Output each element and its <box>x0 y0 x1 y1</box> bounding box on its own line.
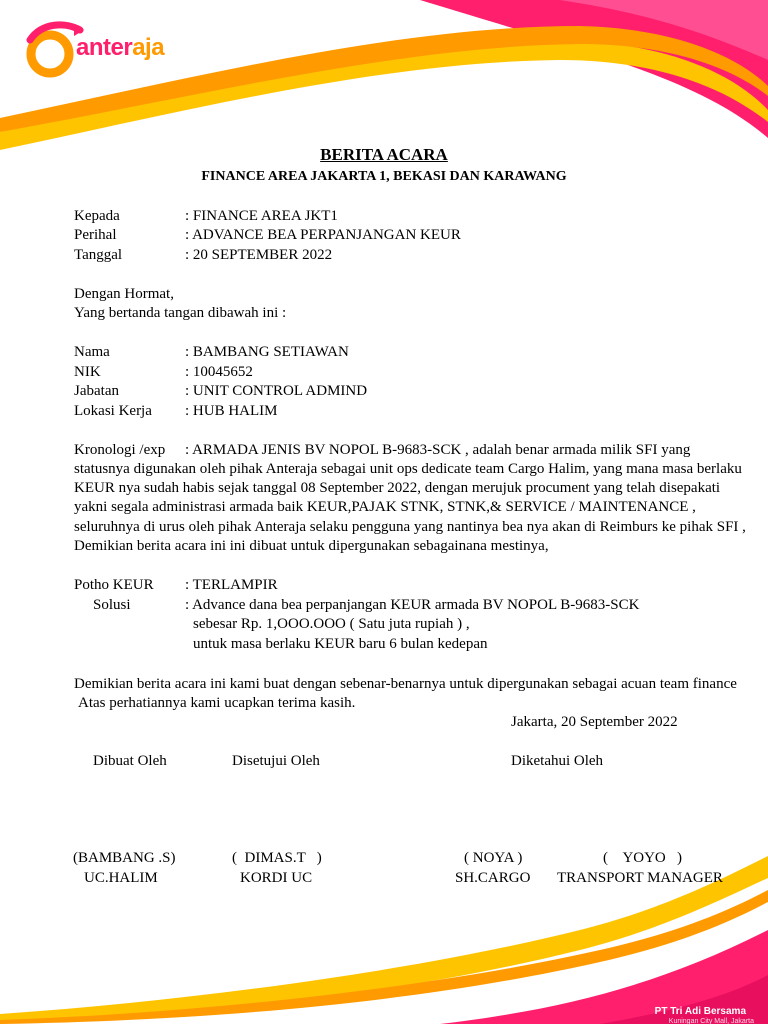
identity-value-jabatan: : UNIT CONTROL ADMIND <box>185 383 368 399</box>
signer-role-sh-cargo: SH.CARGO <box>455 870 531 886</box>
solusi-label: Solusi <box>93 597 131 613</box>
header-label-kepada: Kepada <box>74 208 120 224</box>
footer-company-address: Kuningan City Mall, Jakarta <box>668 1018 754 1025</box>
document-title: BERITA ACARA <box>320 145 448 164</box>
solusi-line-2: sebesar Rp. 1,OOO.OOO ( Satu juta rupiah ) , <box>193 616 470 632</box>
closing-line-2: Atas perhatiannya kami ucapkan terima kasih. <box>78 695 356 711</box>
solusi-line-3: untuk masa berlaku KEUR baru 6 bulan kedepan <box>193 636 488 652</box>
identity-label-lokasi: Lokasi Kerja <box>74 403 152 419</box>
document-subtitle: FINANCE AREA JAKARTA 1, BEKASI DAN KARAWANG <box>201 169 567 184</box>
solusi-line-1: : Advance dana bea perpanjangan KEUR armada BV NOPOL B-9683-SCK <box>185 597 640 613</box>
place-date: Jakarta, 20 September 2022 <box>511 714 678 730</box>
greeting: Dengan Hormat, <box>74 286 174 302</box>
photo-label: Potho KEUR <box>74 577 154 593</box>
identity-value-lokasi: : HUB HALIM <box>185 403 278 419</box>
signer-name-noya: ( NOYA ) <box>464 850 523 866</box>
header-value-kepada: : FINANCE AREA JKT1 <box>185 208 338 224</box>
identity-label-jabatan: Jabatan <box>74 383 119 399</box>
kronologi-line-5: seluruhnya di urus oleh pihak Anteraja selaku pengguna yang nantinya bea nya akan di Reimburs ke pihak SFI , <box>74 519 746 535</box>
signer-name-dimas: ( DIMAS.T ) <box>232 850 322 866</box>
kronologi-line-3: KEUR nya sudah habis sejak tanggal 08 September 2022, dengan merujuk procument yang telah disepakati <box>74 480 721 496</box>
header-label-tanggal: Tanggal <box>74 247 123 263</box>
closing-line-1: Demikian berita acara ini kami buat dengan sebenar-benarnya untuk dipergunakan sebagai acuan team finance <box>74 676 737 692</box>
sign-header-acknowledged-by: Diketahui Oleh <box>511 753 604 769</box>
kronologi-line-6: Demikian berita acara ini ini dibuat untuk dipergunakan sebagainana mestinya, <box>74 538 549 554</box>
footer-company: PT Tri Adi Bersama <box>654 1006 746 1017</box>
kronologi-line-1: : ARMADA JENIS BV NOPOL B-9683-SCK , adalah benar armada milik SFI yang <box>185 442 691 458</box>
kronologi-line-2: statusnya digunakan oleh pihak Anteraja sebagai unit ops dedicate team Cargo Halim, yang mana masa berlaku <box>74 461 742 477</box>
identity-value-nama: : BAMBANG SETIAWAN <box>185 344 349 360</box>
anteraja-logo-text: anteraja <box>76 34 165 61</box>
signer-role-uc-halim: UC.HALIM <box>84 870 158 886</box>
signer-name-bambang: (BAMBANG .S) <box>73 850 176 866</box>
header-label-perihal: Perihal <box>74 227 117 243</box>
identity-label-nik: NIK <box>74 364 101 380</box>
identity-label-nama: Nama <box>74 344 110 360</box>
signer-name-yoyo: ( YOYO ) <box>603 850 683 866</box>
header-value-perihal: : ADVANCE BEA PERPANJANGAN KEUR <box>185 227 461 243</box>
sign-header-made-by: Dibuat Oleh <box>93 753 167 769</box>
intro-line: Yang bertanda tangan dibawah ini : <box>74 305 287 321</box>
kronologi-line-4: yakni segala administrasi armada baik KEUR,PAJAK STNK, STNK,& SERVICE / MAINTENANCE , <box>74 499 696 515</box>
sign-header-approved-by: Disetujui Oleh <box>232 753 320 769</box>
signer-role-kordi-uc: KORDI UC <box>240 870 313 886</box>
kronologi-label: Kronologi /exp <box>74 442 166 458</box>
photo-value: : TERLAMPIR <box>185 577 278 593</box>
header-value-tanggal: : 20 SEPTEMBER 2022 <box>185 247 333 263</box>
identity-value-nik: : 10045652 <box>185 364 253 380</box>
signer-role-transport-manager: TRANSPORT MANAGER <box>557 870 723 886</box>
